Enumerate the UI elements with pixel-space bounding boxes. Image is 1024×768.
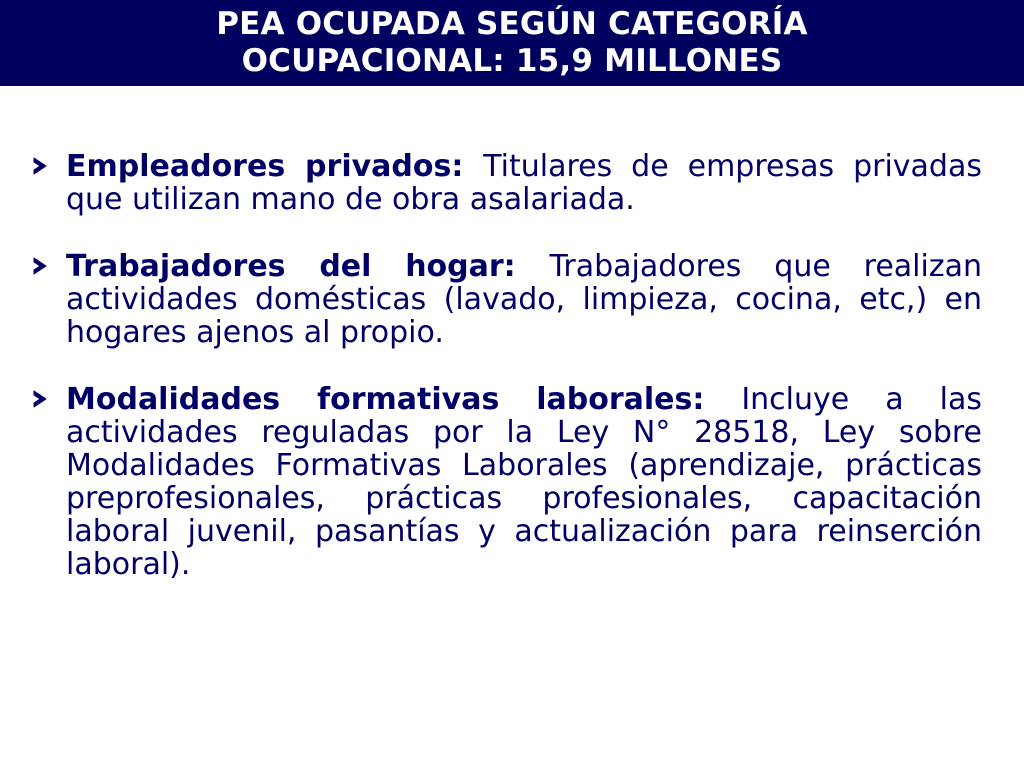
bullet-description: Titulares de empresas privadas que utilizan mano de obra asalariada. [66,149,982,217]
bullet-term: Modalidades formativas laborales: [66,382,742,417]
bullet-item-empleadores-privados [30,150,982,216]
bullet-term: Trabajadores del hogar: [66,249,550,284]
bullet-description: Incluye a las actividades reguladas por la Ley N° 28518, Ley sobre Modalidades Formativas Laborales (aprendizaje, prácticas preprofesionales, prácticas profesionales, capacitación laboral juvenil, pasantías y actualización para reinserción laboral). [66,382,982,582]
bullet-description: Trabajadores que realizan actividades domésticas (lavado, limpieza, cocina, etc,) en hogares ajenos al propio. [66,249,982,350]
slide-title-line-1: PEA OCUPADA SEGÚN CATEGORÍA [216,6,808,42]
bullet-item-modalidades-formativas [30,383,982,581]
bullet-term: Empleadores privados: [66,149,484,184]
slide-title-line-2: OCUPACIONAL: 15,9 MILLONES [241,43,783,79]
arrow-bullet-icon [30,256,50,276]
arrow-bullet-icon [30,156,50,176]
arrow-bullet-icon [30,389,50,409]
bullet-list [30,150,982,581]
title-bar [0,0,1024,86]
bullet-item-trabajadores-del-hogar [30,250,982,349]
